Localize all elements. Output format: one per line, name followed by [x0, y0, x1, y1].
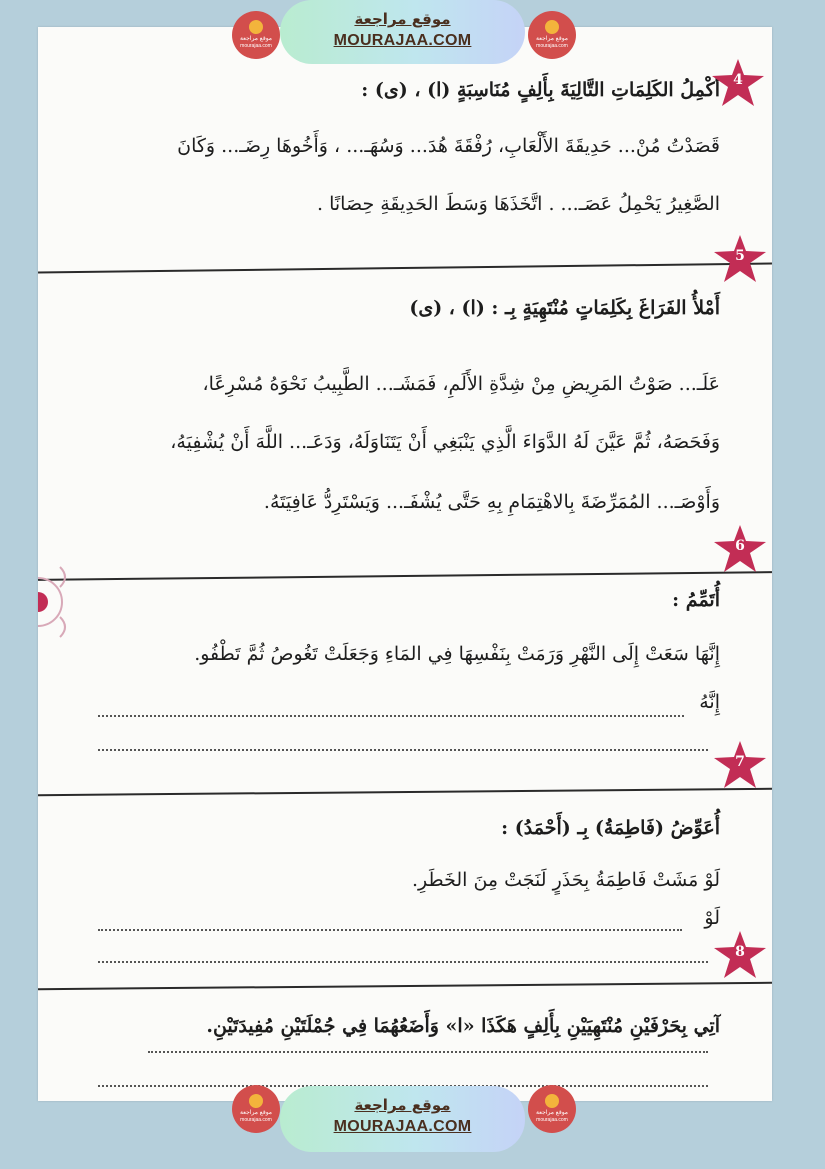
exercise-number-badge: 6: [735, 538, 745, 554]
exercise-7-instruction: أُعَوِّضُ (فَاطِمَةُ) بِـ (أَحْمَدُ) :: [501, 817, 720, 839]
logo-text: موقع مراجعة: [535, 1110, 569, 1116]
logo-text: موقع مراجعة: [535, 36, 569, 42]
answer-line[interactable]: [98, 715, 684, 717]
site-name-latin[interactable]: MOURAJAA.COM: [333, 1118, 472, 1135]
logo-url: mourajaa.com: [240, 1117, 272, 1123]
exercise-6-answer-start: إِنَّهُ: [699, 691, 720, 713]
logo-text: موقع مراجعة: [239, 36, 273, 42]
site-logo[interactable]: [528, 1085, 576, 1133]
logo-text: موقع مراجعة: [239, 1110, 273, 1116]
exercise-7-answer-start: لَوْ: [704, 907, 720, 929]
site-banner-footer[interactable]: [280, 1086, 525, 1152]
exercise-4-line: قَصَدْتُ مُنْ... حَدِيقَةَ الأَلْعَابِ، رُفْقَةَ هُدَ... وَسُهَـ... ، وَأَخُوهَا رِضَـ... وَكَانَ: [177, 135, 720, 157]
exercise-number-badge: 8: [735, 944, 745, 960]
exercise-4-line: الصَّغِيرُ يَحْمِلُ عَصَـ... . اتَّخَذَهَا وَسَطَ الحَدِيقَةِ حِصَانًا .: [317, 193, 720, 215]
logo-url: mourajaa.com: [536, 1117, 568, 1123]
logo-emblem-icon: [249, 20, 263, 34]
site-name-latin[interactable]: MOURAJAA.COM: [333, 32, 472, 49]
exercise-6-instruction: أُتَمِّمُ :: [672, 589, 720, 611]
exercise-5-line: وَأَوْصَـ... المُمَرِّضَةَ بِالاهْتِمَامِ بِهِ حَتَّى يُشْفَـ... وَيَسْتَرِدُّ عَافِيَتَهُ.: [263, 491, 720, 513]
exercise-number-badge: 5: [735, 248, 745, 264]
logo-url: mourajaa.com: [536, 43, 568, 49]
exercise-5-instruction: أَمْلأُ الفَرَاغَ بِكَلِمَاتٍ مُنْتَهِيَةٍ بِـ : (ا) ، (ى): [409, 297, 720, 319]
logo-emblem-icon: [545, 20, 559, 34]
answer-line[interactable]: [98, 749, 708, 751]
logo-emblem-icon: [249, 1094, 263, 1108]
exercise-number-badge: 4: [733, 72, 743, 88]
answer-line[interactable]: [148, 1051, 708, 1053]
site-logo[interactable]: [232, 11, 280, 59]
exercise-4-instruction: أكْمِلُ الكَلِمَاتِ التَّالِيَةَ بِأَلِفٍ مُنَاسِبَةٍ (ا) ، (ى) :: [361, 79, 720, 101]
section-divider: [38, 571, 772, 581]
exercise-7-line: لَوْ مَشَتْ فَاطِمَةُ بِحَذَرٍ لَنَجَتْ مِنَ الخَطَرِ.: [411, 869, 720, 891]
section-divider: [38, 788, 772, 796]
answer-line[interactable]: [98, 929, 682, 931]
exercise-5-line: عَلَـ... صَوْتُ المَرِيضِ مِنْ شِدَّةِ الأَلَمِ، فَمَشَـ... الطَّبِيبُ نَحْوَهُ مُسْرِعًا،: [202, 373, 720, 395]
site-name-arabic[interactable]: موقع مراجعة: [354, 10, 451, 28]
decorative-ornament-icon: [38, 547, 80, 657]
site-banner-header[interactable]: [280, 0, 525, 64]
section-divider: [38, 263, 772, 274]
answer-line[interactable]: [98, 961, 708, 963]
exercise-8-instruction: آتِي بِحَرْفَيْنِ مُنْتَهِيَيْنِ بِأَلِفٍ هَكَذَا «ا» وَأَضَعُهُمَا فِي جُمْلَتَيْنِ مُفِيدَتَيْنِ.: [206, 1015, 720, 1037]
logo-url: mourajaa.com: [240, 43, 272, 49]
section-divider: [38, 982, 772, 990]
logo-emblem-icon: [545, 1094, 559, 1108]
exercise-6-line: إِنَّهَا سَعَتْ إِلَى النَّهْرِ وَرَمَتْ بِنَفْسِهَا فِي المَاءِ وَجَعَلَتْ تَغُوصُ ثُمَّ تَطْفُو.: [194, 643, 720, 665]
exercise-5-line: وَفَحَصَهُ، ثُمَّ عَيَّنَ لَهُ الدَّوَاءَ الَّذِي يَنْبَغِي أَنْ يَتَنَاوَلَهُ، وَدَعَـ... اللَّهَ أَنْ يُشْفِيَهُ،: [170, 431, 720, 453]
site-logo[interactable]: [528, 11, 576, 59]
worksheet-page: [38, 27, 772, 1101]
site-logo[interactable]: [232, 1085, 280, 1133]
site-name-arabic[interactable]: موقع مراجعة: [354, 1096, 451, 1114]
exercise-number-badge: 7: [735, 754, 745, 770]
